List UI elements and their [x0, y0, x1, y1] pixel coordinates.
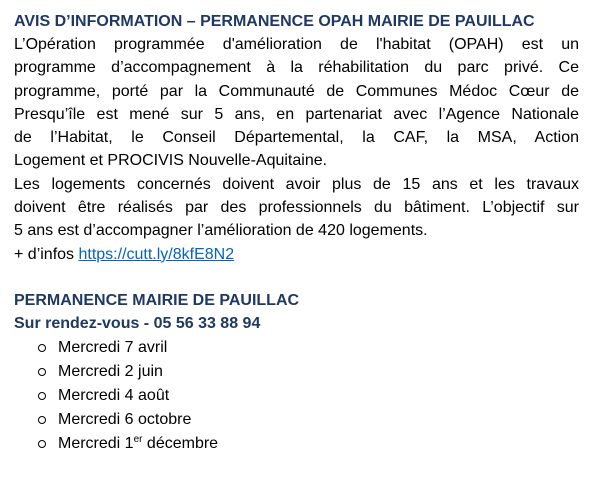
circle-bullet-icon — [38, 344, 46, 352]
intro-line: de l’Habitat, le Conseil Départemental, la CAF, la MSA, Action — [14, 129, 579, 147]
blank-line — [14, 266, 579, 289]
date-text: Mercredi 7 avril — [58, 338, 168, 356]
circle-bullet-icon — [38, 392, 46, 400]
date-prefix: Mercredi 1 — [58, 434, 134, 452]
notice-title: AVIS D’INFORMATION – PERMANENCE OPAH MAIRIE DE PAUILLAC — [14, 13, 535, 30]
intro-line: Logement et PROCIVIS Nouvelle-Aquitaine. — [14, 152, 328, 170]
circle-bullet-icon — [38, 440, 46, 448]
date-suffix: décembre — [142, 434, 219, 452]
date-item — [38, 336, 579, 360]
requirements-line: 5 ans est d’accompagner l’amélioration de 420 logements. — [14, 222, 428, 240]
intro-paragraph — [14, 33, 579, 173]
dates-list — [14, 336, 579, 456]
requirements-paragraph — [14, 173, 579, 243]
more-info-line — [14, 243, 579, 266]
requirements-line: Les logements concernés doivent avoir plus de 15 ans et les travaux — [14, 175, 579, 193]
circle-bullet-icon — [38, 368, 46, 376]
date-item — [38, 360, 579, 384]
intro-line: programme, porté par la Communauté de Communes Médoc Cœur de — [14, 82, 579, 100]
more-info-link[interactable]: https://cutt.ly/8kfE8N2 — [78, 245, 235, 263]
date-text: Mercredi 4 août — [58, 386, 170, 404]
date-item — [38, 432, 579, 456]
intro-line: Presqu’île est mené sur 5 ans, en partenariat avec l’Agence Nationale — [14, 105, 579, 123]
date-ordinal: er — [133, 433, 143, 445]
circle-bullet-icon — [38, 416, 46, 424]
more-info-prefix: + d’infos — [14, 245, 79, 263]
date-item — [38, 384, 579, 408]
date-text: Mercredi 2 juin — [58, 362, 163, 380]
date-text: Mercredi 6 octobre — [58, 410, 192, 428]
section-title: PERMANENCE MAIRIE DE PAUILLAC — [14, 291, 300, 309]
date-item — [38, 408, 579, 432]
intro-line: L’Opération programmée d'amélioration de l'habitat (OPAH) est un — [14, 36, 579, 53]
intro-line: programme d’accompagnement à la réhabilitation du parc privé. Ce — [14, 59, 579, 77]
appointment-phone: Sur rendez-vous - 05 56 33 88 94 — [14, 315, 261, 333]
requirements-line: doivent être réalisés par des professionnels du bâtiment. L’objectif sur — [14, 199, 579, 217]
date-text — [58, 432, 218, 456]
